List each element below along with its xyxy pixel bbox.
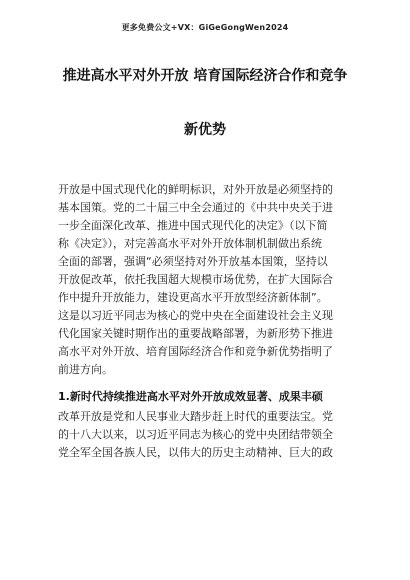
paragraph-1-line: 开放促改革，依托我国超大规模市场优势，在扩大国际合 xyxy=(58,273,333,286)
paragraph-1-line: 开放是中国式现代化的鲜明标识，对外开放是必须坚持的 xyxy=(58,183,333,196)
document-title-line-2: 新优势 xyxy=(184,122,226,138)
document-title-line-1: 推进高水平对外开放 培育国际经济合作和竞争 xyxy=(62,68,348,84)
paragraph-1-line: 代化国家关键时期作出的重要战略部署，为新形势下推进 xyxy=(58,327,333,340)
paragraph-1-line: 全面的部署，强调“必须坚持对外开放基本国策，坚持以 xyxy=(58,255,328,268)
paragraph-1-line: 高水平对外开放、培育国际经济合作和竞争新优势指明了 xyxy=(58,345,333,358)
paragraph-1-line: 称《决定》），对完善高水平对外开放体制机制做出系统 xyxy=(58,237,322,250)
paragraph-1-line: 前进方向。 xyxy=(58,363,113,376)
paragraph-2-line: 改革开放是党和人民事业大踏步赶上时代的重要法宝。党 xyxy=(58,410,333,423)
paragraph-1-line: 作中提升开放能力，建设更高水平开放型经济新体制”。 xyxy=(58,291,328,304)
section-1-heading: 1.新时代持续推进高水平对外开放成效显著、成果丰硕 xyxy=(58,390,323,403)
paragraph-2-line: 的十八大以来，以习近平同志为核心的党中央团结带领全 xyxy=(58,428,333,441)
paragraph-2-line: 党全军全国各族人民，以伟大的历史主动精神、巨大的政 xyxy=(58,446,333,459)
paragraph-1-line: 一步全面深化改革、推进中国式现代化的决定》（以下简 xyxy=(58,219,328,232)
paragraph-1-line: 基本国策。党的二十届三中全会通过的《中共中央关于进 xyxy=(58,201,333,214)
header-note: 更多免费公文+VX：GiGeGongWen2024 xyxy=(121,23,289,32)
paragraph-1-line: 这是以习近平同志为核心的党中央在全面建设社会主义现 xyxy=(58,309,333,322)
